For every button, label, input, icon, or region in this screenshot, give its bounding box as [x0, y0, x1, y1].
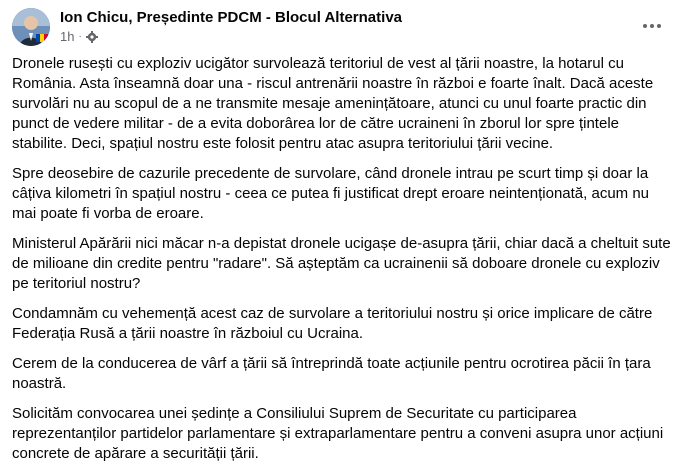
more-options-dot — [657, 24, 661, 28]
post-meta — [60, 29, 98, 44]
post-paragraph: Ministerul Apărării nici măcar n-a depistat dronele ucigașe de-asupra țării, chiar dacă a cheltuit sute de milioane din credite pentru "radare". Să așteptăm ca ucrainenii să doboare dronele cu exploziv pe teritoriul nostru? — [12, 235, 671, 292]
post-paragraph: Dronele rusești cu exploziv ucigător survolează teritoriul de vest al țării noastre, la hotarul cu România. Asta înseamnă doar una - riscul antrenării noastre în război e foarte înalt. Dacă aceste survolări nu au scopul de a ne transmite mesaje amenințătoare, atunci cu unul foarte practic din punct de vedere militar - de a evita doborârea lor de către ucraineni în zborul lor spre țintele stabilite. Deci, spațiul nostru este folosit pentru atac asupra teritoriului țării vecine. — [12, 55, 654, 152]
meta-separator: · — [78, 31, 82, 42]
more-options-icon — [643, 24, 647, 28]
post-paragraph: Solicităm convocarea unei ședințe a Consiliului Suprem de Securitate cu participarea reprezentanților partidelor parlamentare și extraparlamentare pentru a conveni asupra unor acțiuni concrete de apărare a securității țării. — [12, 405, 664, 462]
post-paragraph: Cerem de la conducerea de vârf a țării să întreprindă toate acțiunile pentru ocrotirea păcii în țara noastră. — [12, 355, 651, 392]
post-paragraph: Spre deosebire de cazurile precedente de survolare, când dronele intrau pe scurt timp și doar la câțiva kilometri în spațiul nostru - ceea ce putea fi justificat drept eroare neintenționată, acum nu mai poate fi vorba de eroare. — [12, 165, 650, 222]
post-timestamp[interactable]: 1h — [60, 29, 75, 44]
more-options-button[interactable] — [634, 8, 670, 44]
post-paragraph: Condamnăm cu vehemență acest caz de survolare a teritoriului nostru și orice implicare de către Federația Rusă a țării noastre în războiul cu Ucraina. — [12, 305, 653, 342]
author-avatar[interactable] — [12, 8, 50, 46]
more-options-dot — [650, 24, 654, 28]
author-name[interactable]: Ion Chicu, Președinte PDCM - Blocul Alternativa — [60, 9, 402, 26]
gear-icon[interactable] — [86, 31, 98, 43]
post-header — [12, 6, 670, 46]
post-body — [12, 54, 672, 474]
moldova-flag-icon — [36, 34, 48, 42]
